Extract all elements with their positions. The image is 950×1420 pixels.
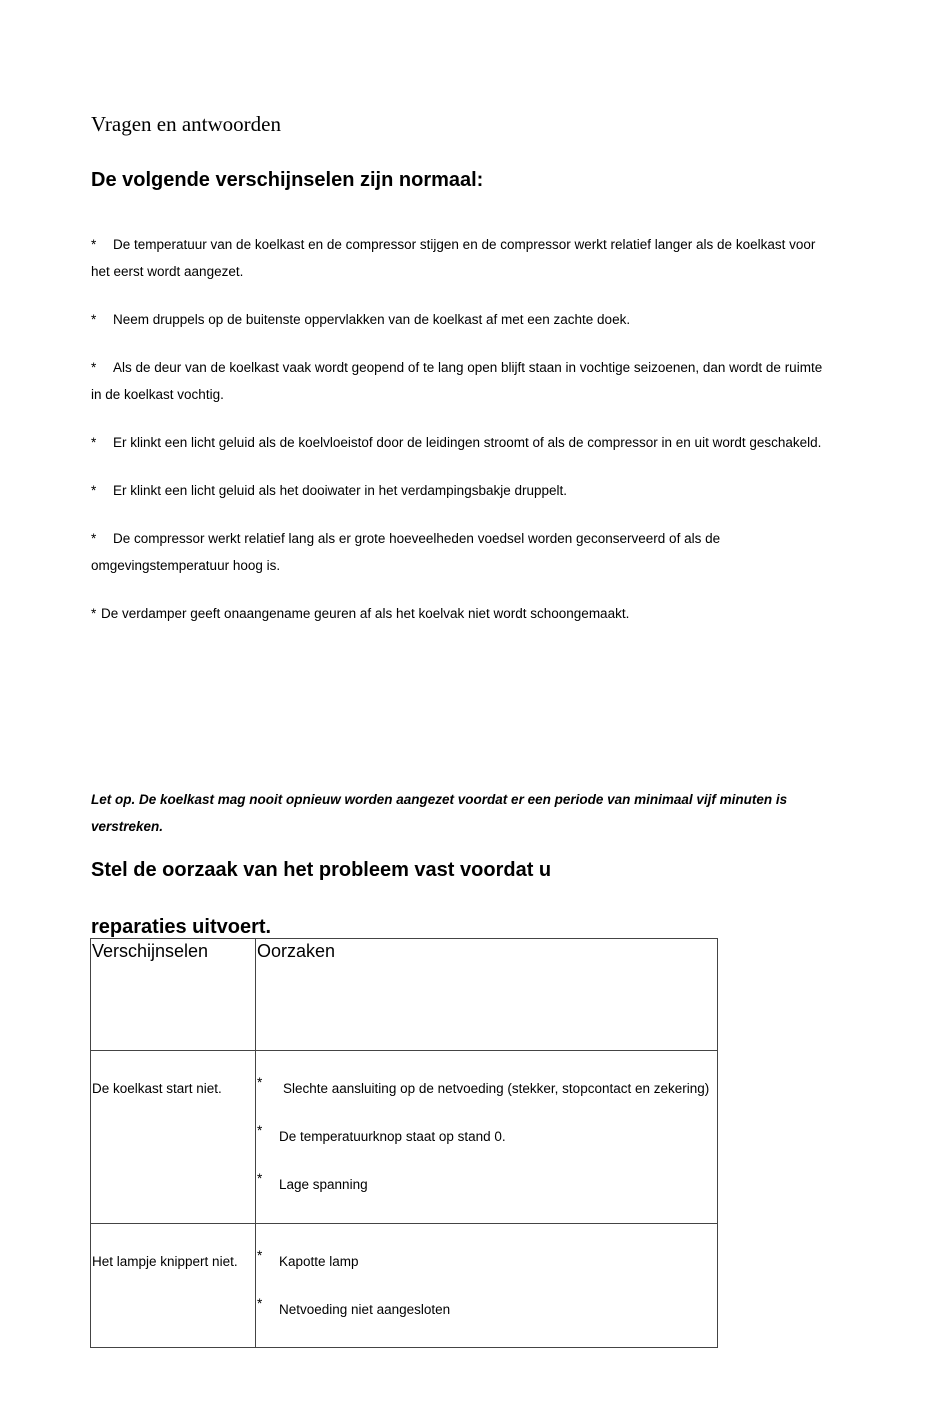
list-item [91,354,836,408]
list-item [91,306,836,333]
bullet-star: * [91,483,97,498]
list-item [91,429,836,456]
cause-text: De temperatuurknop staat op stand 0. [279,1129,506,1144]
cause-item [257,1248,717,1272]
list-item [91,231,836,285]
causes-cell [256,1224,718,1348]
diagnose-title-line1: Stel de oorzaak van het probleem vast voordat u [91,859,552,881]
warning-note: Let op. De koelkast mag nooit opnieuw worden aangezet voordat er een periode van minimaal vijf minuten is verstreken. [91,792,788,834]
bullet-star: * [91,606,97,621]
bullet-star: * [257,1123,263,1138]
list-item-text: Er klinkt een licht geluid als het dooiwater in het verdampingsbakje druppelt. [113,483,568,498]
cause-text: Lage spanning [279,1177,368,1192]
bullet-star: * [257,1075,263,1090]
table-row [91,1051,718,1224]
cause-item [257,1171,717,1195]
bullet-star: * [91,531,97,546]
bullet-star: * [91,237,97,252]
diagnose-title-line2: reparaties uitvoert. [91,916,272,938]
page-heading: Vragen en antwoorden [91,112,281,136]
cause-text: Kapotte lamp [279,1254,359,1269]
normal-phenomena-list [91,231,836,648]
causes-cell [256,1051,718,1224]
list-item [91,525,836,579]
list-item-text: Neem druppels op de buitenste oppervlakken van de koelkast af met een zachte doek. [113,312,631,327]
list-item-text: Er klinkt een licht geluid als de koelvloeistof door de leidingen stroomt of als de compressor in en uit wordt geschakeld. [113,435,822,450]
list-item [91,600,836,627]
bullet-star: * [91,360,97,375]
bullet-star: * [257,1296,263,1311]
column-header-causes: Oorzaken [256,939,718,1051]
cause-item [257,1296,717,1320]
symptom-cell: De koelkast start niet. [91,1051,256,1224]
table-row [91,1224,718,1348]
symptom-cell: Het lampje knippert niet. [91,1224,256,1348]
list-item-text: De temperatuur van de koelkast en de compressor stijgen en de compressor werkt relatief langer als de koelkast voor het eerst wordt aangezet. [91,237,816,279]
normal-phenomena-title: De volgende verschijnselen zijn normaal: [91,169,484,191]
bullet-star: * [257,1171,263,1186]
list-item-text: Als de deur van de koelkast vaak wordt geopend of te lang open blijft staan in vochtige seizoenen, dan wordt de ruimte in de koelkast vochtig. [91,360,823,402]
table-header-row [91,939,718,1051]
cause-item [257,1123,717,1147]
cause-text: Netvoeding niet aangesloten [279,1302,451,1317]
list-item [91,477,836,504]
bullet-star: * [257,1248,263,1263]
list-item-text: De compressor werkt relatief lang als er grote hoeveelheden voedsel worden geconserveerd of als de omgevingstemperatuur hoog is. [91,531,721,573]
cause-item [257,1075,717,1099]
column-header-symptoms: Verschijnselen [91,939,256,1051]
list-item-text: De verdamper geeft onaangename geuren af als het koelvak niet wordt schoongemaakt. [101,606,630,621]
bullet-star: * [91,435,97,450]
troubleshooting-table [90,938,718,1348]
cause-text: Slechte aansluiting op de netvoeding (stekker, stopcontact en zekering) [283,1081,710,1096]
bullet-star: * [91,312,97,327]
